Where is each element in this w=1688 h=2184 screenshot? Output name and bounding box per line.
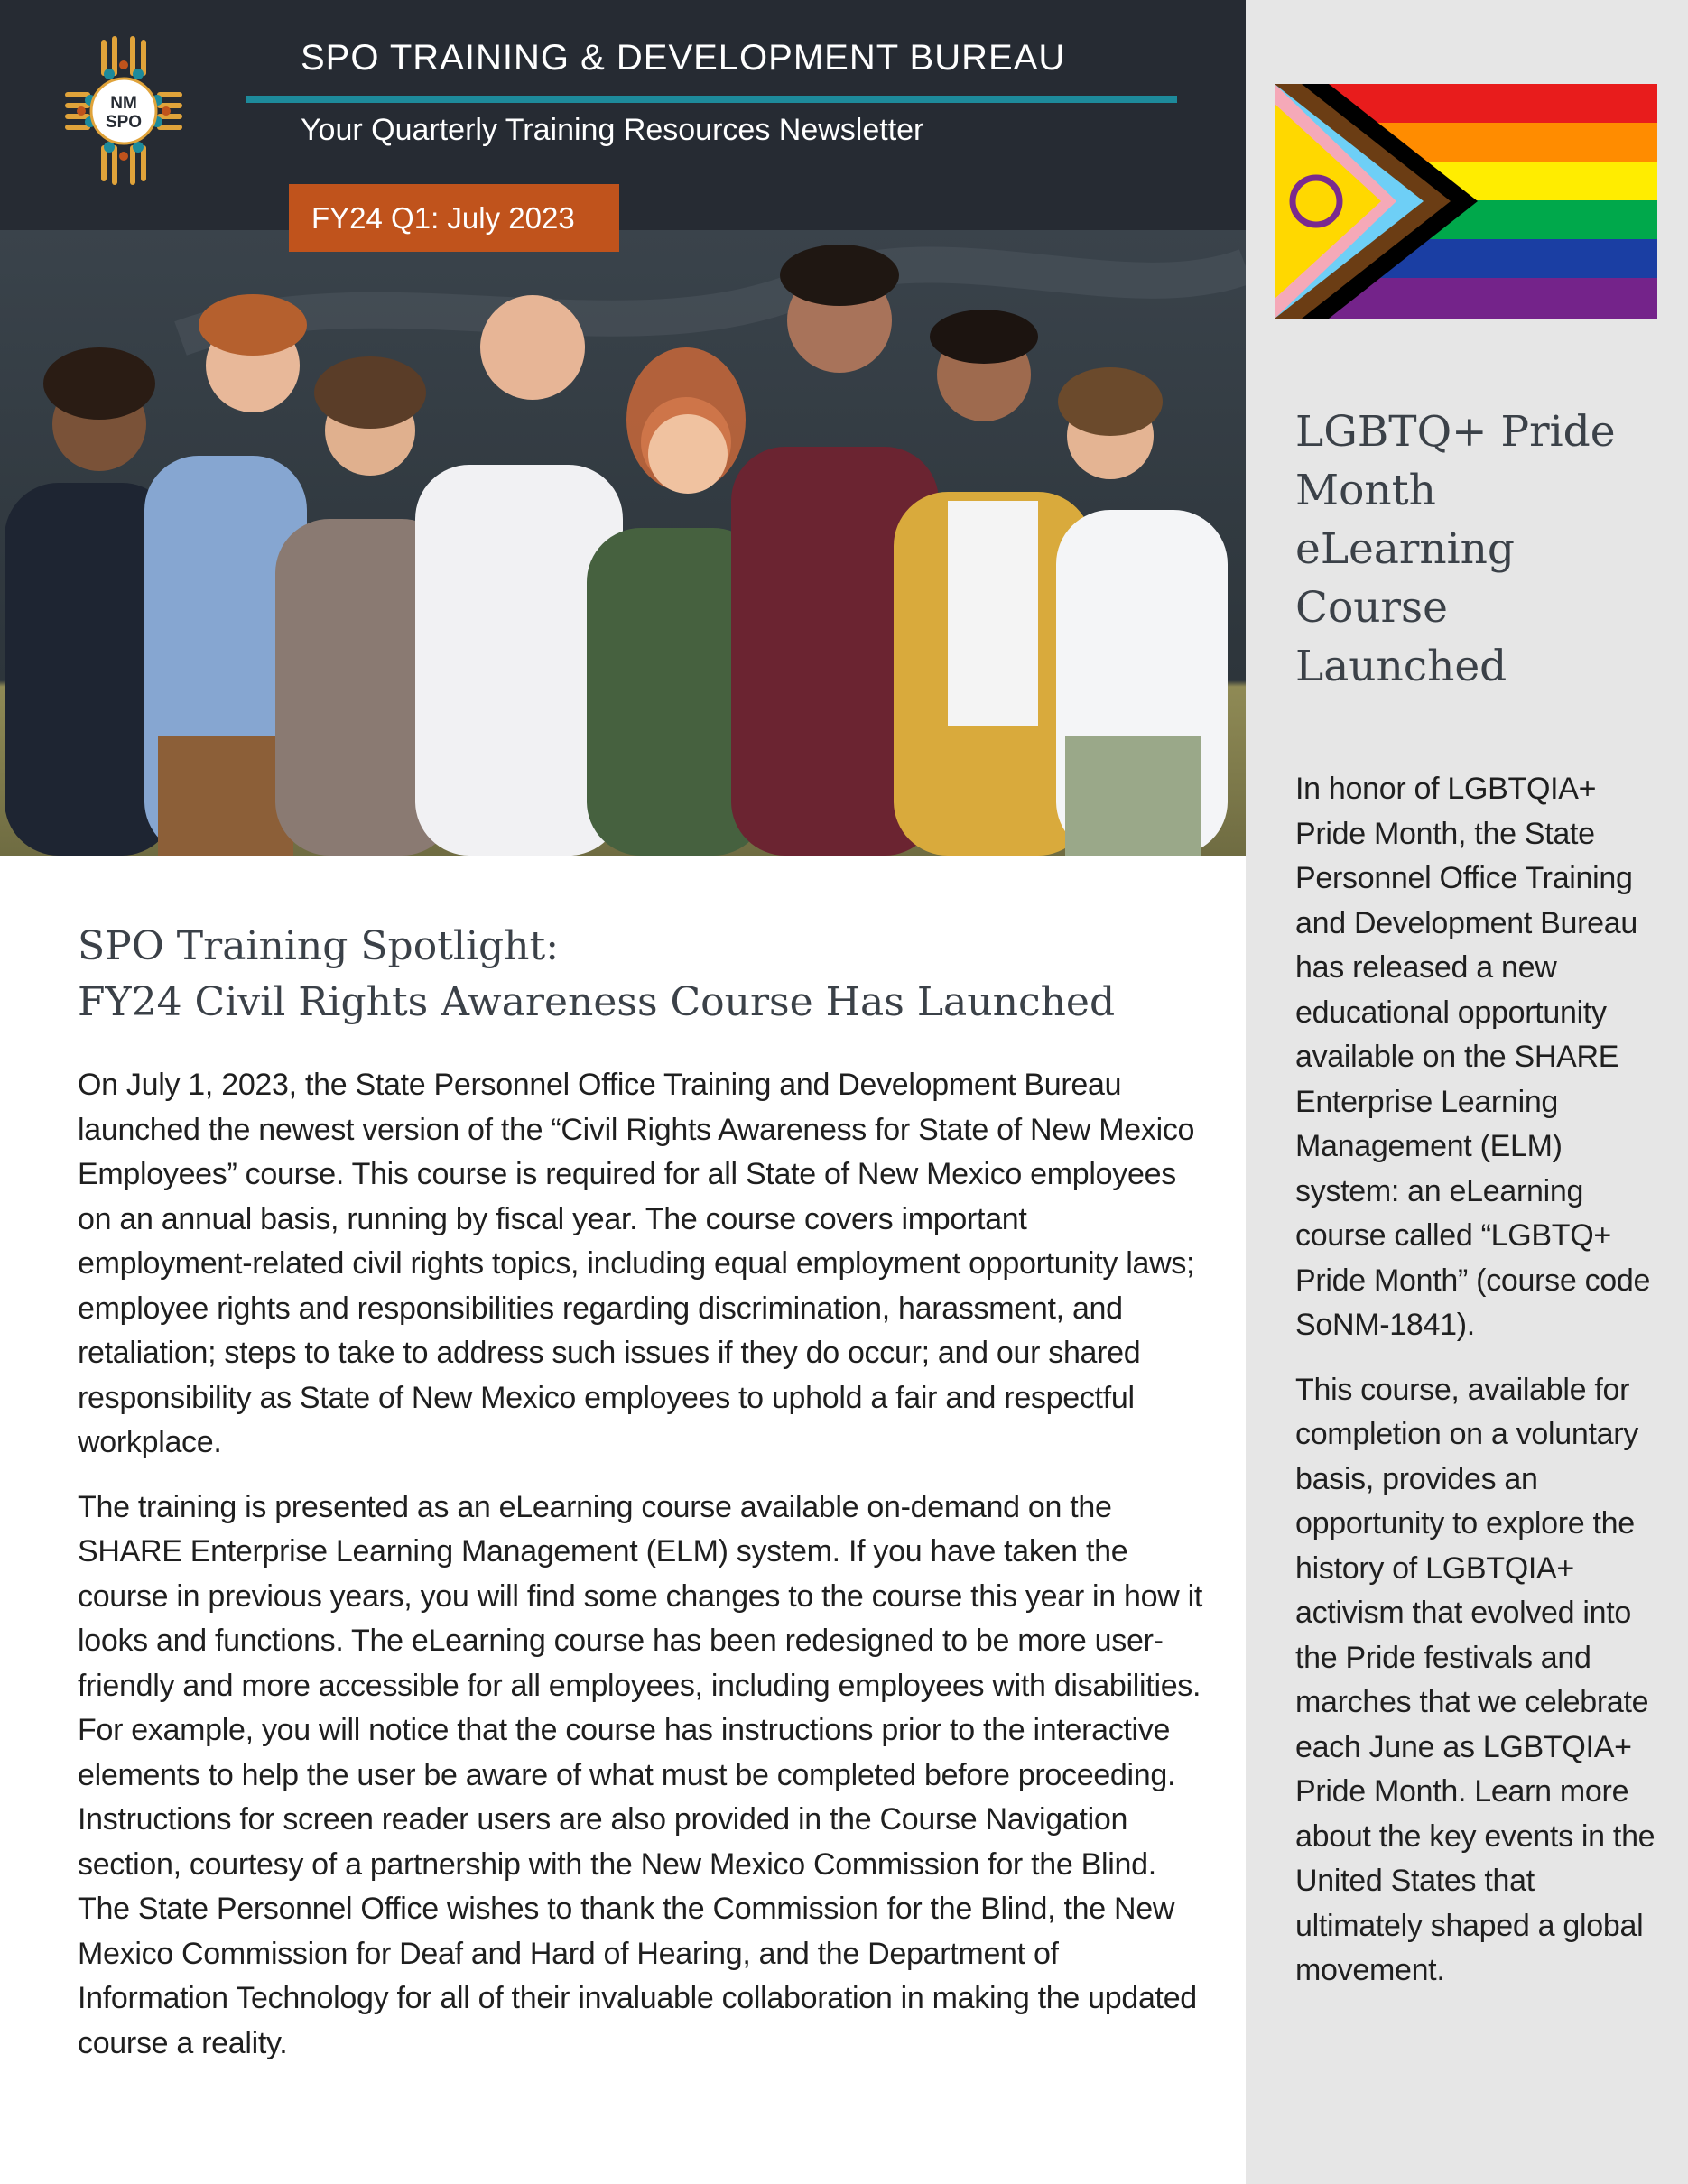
newsletter-header (0, 0, 1246, 230)
logo-text-spo: SPO (105, 113, 143, 132)
sidebar-headline-line: eLearning (1295, 524, 1515, 574)
main-article-body (78, 1063, 1206, 2086)
sidebar-headline (1295, 403, 1674, 696)
issue-badge: FY24 Q1: July 2023 (289, 184, 619, 252)
main-paragraph: The training is presented as an eLearning course available on-demand on the SHARE Enterprise Learning Management (ELM) system. If you have taken the course in previous years, you will find some changes to the course this year in how it looks and functions. The eLearning course has been redesigned to be more user-friendly and more accessible for all employees, including employees with disabilities. For example, you will notice that the course has instructions prior to the interactive elements to help the user be aware of what must be completed before proceeding. Instructions for screen reader users are also provided in the Course Navigation section, courtesy of a partnership with the New Mexico Commission for the Blind. The State Personnel Office wishes to thank the Commission for the Blind, the New Mexico Commission for Deaf and Hard of Hearing, and the Department of Information Technology for all of their invaluable collaboration in making the updated course a reality. (78, 1489, 1203, 2060)
main-article-headline (78, 919, 1206, 1031)
progress-pride-flag-icon (1275, 84, 1657, 319)
group-photo-icon (0, 230, 1246, 856)
sidebar-headline-line: Month (1295, 466, 1436, 515)
sidebar-paragraph: In honor of LGBTQIA+ Pride Month, the State Personnel Office Training and Development Bureau has released a new educational opportunity available on the SHARE Enterprise Learning Management (ELM) system: an eLearning course called “LGBTQ+ Pride Month” (course code SoNM-1841). (1295, 772, 1651, 1342)
headline-line-1: SPO Training Spotlight: (78, 923, 560, 969)
sidebar-headline-line: Course (1295, 583, 1448, 633)
sidebar-headline-line: LGBTQ+ Pride (1295, 407, 1616, 457)
sidebar-headline-line: Launched (1295, 642, 1507, 691)
bureau-title: SPO TRAINING & DEVELOPMENT BUREAU (301, 38, 1066, 78)
sidebar-body (1295, 767, 1656, 2013)
main-paragraph: On July 1, 2023, the State Personnel Office Training and Development Bureau launched the newest version of the “Civil Rights Awareness for State of New Mexico Employees” course. This course is required for all State of New Mexico employees on an annual basis, running by fiscal year. The course covers important employment-related civil rights topics, including equal employment opportunity laws; employee rights and responsibilities regarding discrimination, harassment, and retaliation; steps to take to address such issues if they do occur; and our shared responsibility as State of New Mexico employees to uphold a fair and respectful workplace. (78, 1068, 1195, 1459)
newsletter-tagline: Your Quarterly Training Resources Newsletter (301, 113, 924, 147)
sidebar-paragraph: This course, available for completion on a voluntary basis, provides an opportunity to explore the history of LGBTQIA+ activism that evolved into the Pride festivals and marches that we celebrate each June as LGBTQIA+ Pride Month. Learn more about the key events in the United States that ultimately shaped a global movement. (1295, 1372, 1656, 1987)
sidebar (1246, 0, 1688, 2184)
header-divider (246, 96, 1177, 103)
hero-group-photo (0, 230, 1246, 856)
logo-text-nm: NM (110, 94, 137, 113)
headline-line-2: FY24 Civil Rights Awareness Course Has Launched (78, 979, 1116, 1025)
nm-spo-logo (65, 36, 182, 185)
